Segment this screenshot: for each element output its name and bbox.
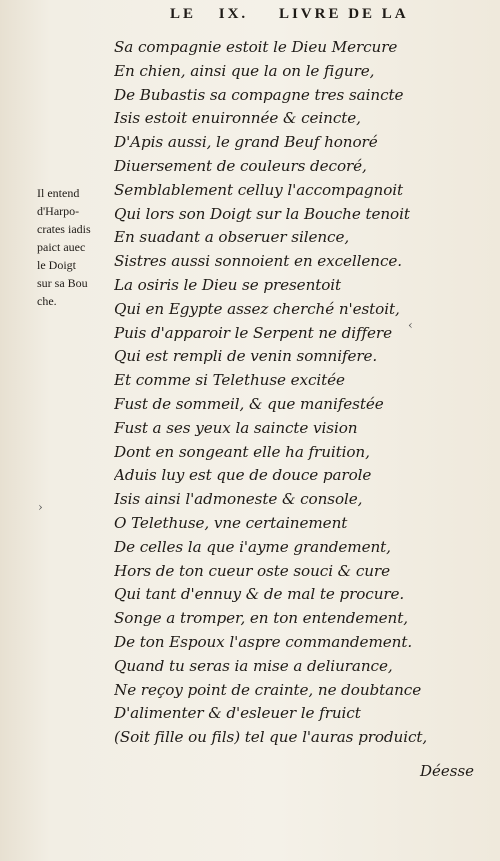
verse-line: Sistres aussi sonnoient en excellence. [114,252,402,271]
verse-line: Quand tu seras ia mise a deliurance, [114,656,393,675]
verse-line: Puis d'apparoir le Serpent ne differe [114,323,392,342]
margin-note-line: Il entend [37,186,80,200]
verse-line: De Bubastis sa compagne tres saincte [114,85,404,104]
verse-line: Et comme si Telethuse excitée [114,371,345,390]
verse-line: Dont en songeant elle ha fruition, [114,442,370,461]
verse-line: Qui lors son Doigt sur la Bouche tenoit [114,204,410,223]
margin-note-line: crates iadis [37,222,91,236]
verse-line: De celles la que i'ayme grandement, [114,537,391,556]
margin-note-line: le Doigt [37,258,76,272]
verse-line: Qui est rempli de venin somnifere. [114,347,378,366]
verse-line: (Soit fille ou fils) tel que l'auras produict, [114,728,428,747]
running-header [170,6,490,23]
header-title: LIVRE DE LA [278,6,409,22]
verse-line: Sa compagnie estoit le Dieu Mercure [114,38,398,56]
verse-line: D'alimenter & d'esleuer le fruict [114,704,361,723]
verse-block [114,36,489,750]
verse-line: Songe a tromper, en ton entendement, [114,609,408,628]
margin-note-line: d'Harpo- [37,204,80,218]
verse-line: Diuersement de couleurs decoré, [114,156,367,175]
verse-line: En suadant a obseruer silence, [114,228,350,247]
verse-line: Semblablement celluy l'accompagnoit [114,180,404,199]
margin-note-line: che. [37,294,57,308]
ink-mark: › [38,500,43,514]
verse-line: En chien, ainsi que la on le figure, [114,61,375,80]
verse-line: Isis estoit enuironnée & ceincte, [114,109,361,128]
verse-line: La osiris le Dieu se presentoit [114,275,342,294]
catchword: Déesse [420,762,475,780]
ink-mark: ‹ [408,318,413,332]
margin-note-line: paict auec [37,240,86,254]
verse-line: Isis ainsi l'admoneste & console, [114,490,363,509]
verse-line: Hors de ton cueur oste souci & cure [114,561,390,580]
verse-line: Fust de sommeil, & que manifestée [114,394,384,413]
verse-line: O Telethuse, vne certainement [114,513,348,532]
margin-note [37,184,117,310]
verse-line: D'Apis aussi, le grand Beuf honoré [114,133,378,152]
verse-line: Qui en Egypte assez cherché n'estoit, [114,299,400,318]
verse-line: Fust a ses yeux la saincte vision [114,418,358,437]
verse-line: Aduis luy est que de douce parole [114,466,372,485]
margin-note-line: sur sa Bou [37,276,88,290]
page-number: IX. [218,6,249,22]
verse-line: Qui tant d'ennuy & de mal te procure. [114,585,405,604]
verse-line: De ton Espoux l'aspre commandement. [114,632,413,651]
header-left: LE [170,6,197,22]
verse-line: Ne reçoy point de crainte, ne doubtance [114,680,422,699]
